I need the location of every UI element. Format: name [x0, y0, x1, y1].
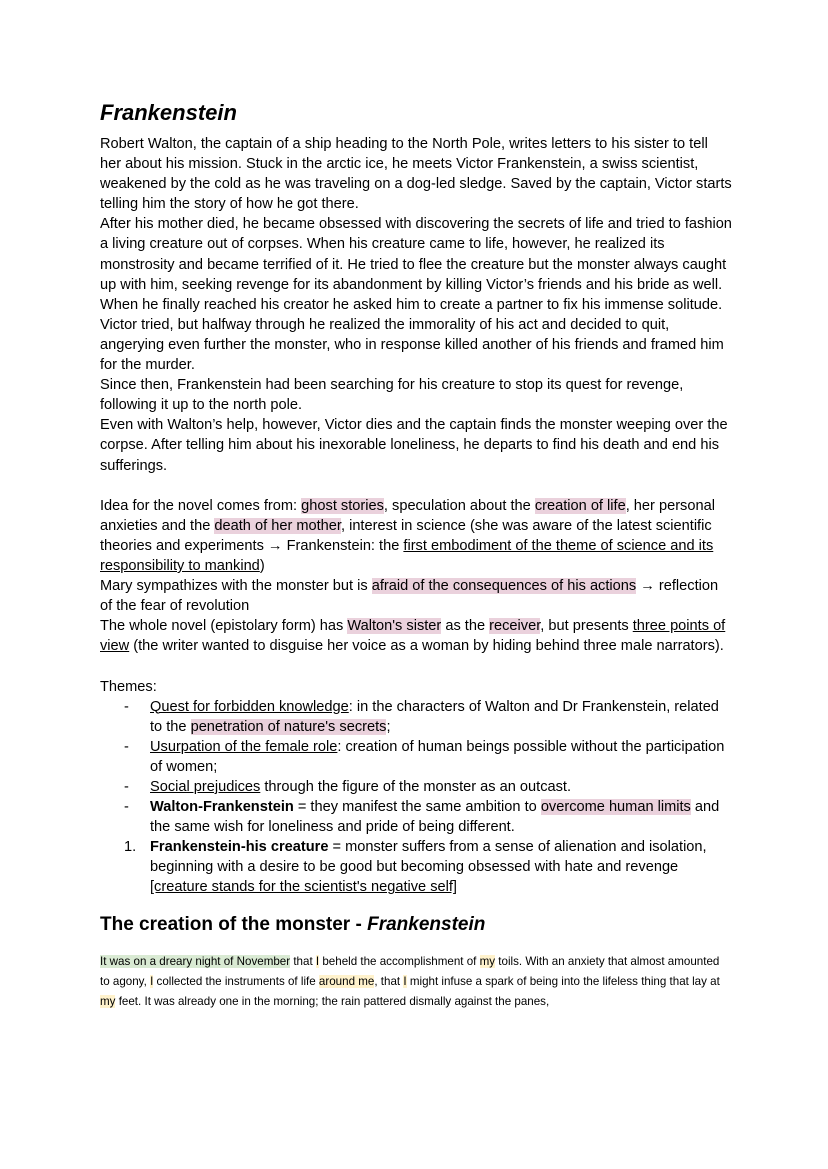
- highlighted-text: It was on a dreary night of November: [100, 954, 291, 968]
- paragraph: [100, 134, 732, 214]
- text-segment: = monster suffers from a sense of alienation and isolation, beginning with a desire to be good but becoming obsessed with hate and revenge: [150, 839, 707, 876]
- list-marker: -: [124, 698, 129, 715]
- text-segment: Mary sympathizes with the monster but is: [100, 578, 372, 595]
- text-segment: as the: [441, 618, 490, 635]
- underlined-text: [creature stands for the scientist's negative self]: [150, 879, 457, 896]
- text-segment: , that: [374, 974, 404, 988]
- text-segment: might infuse a spark of being into the lifeless thing that lay at: [406, 974, 720, 988]
- themes-list: [100, 697, 732, 898]
- text-segment: The whole novel (epistolary form) has: [100, 618, 348, 635]
- highlighted-text: I: [315, 954, 320, 968]
- themes-label: Themes:: [100, 678, 157, 695]
- text-segment: (the writer wanted to disguise her voice as a woman by hiding behind three male narrators).: [129, 638, 724, 655]
- highlighted-text: my: [479, 954, 496, 968]
- underlined-text: first embodiment of the theme of science and its responsibility to mankind: [100, 537, 714, 574]
- theme-item: [100, 837, 732, 897]
- list-marker: -: [124, 779, 129, 795]
- text-segment: : creation of human beings possible without the participation of women;: [150, 738, 725, 775]
- plot-summary: [100, 134, 732, 476]
- highlighted-text: overcome human limits: [540, 799, 691, 816]
- paragraph: [100, 375, 732, 415]
- highlighted-text: receiver: [489, 618, 541, 635]
- text-segment: and the same wish for loneliness and pride of being different.: [150, 799, 720, 836]
- highlighted-text: my: [100, 994, 116, 1008]
- bold-text: Frankenstein-his creature: [150, 839, 329, 856]
- highlighted-text: death of her mother: [214, 517, 341, 534]
- paragraph: [100, 496, 732, 576]
- text-segment: Idea for the novel comes from:: [100, 497, 302, 514]
- text-segment: that: [290, 954, 316, 968]
- text-segment: ;: [386, 718, 391, 735]
- theme-item: [100, 697, 732, 737]
- text-segment: : in the characters of Walton and Dr Frankenstein, related to the: [150, 698, 719, 735]
- text-segment: , interest in science (she was aware of the latest scientific theories and experiments → Frankenstein: the: [100, 517, 712, 554]
- document-title: Frankenstein: [100, 100, 237, 125]
- paragraph: [100, 576, 732, 616]
- section-heading-italic: Frankenstein: [367, 913, 486, 935]
- highlighted-text: around me: [318, 974, 375, 988]
- paragraph: [100, 616, 732, 656]
- text-segment: toils. With an anxiety that almost amounted to agony,: [100, 954, 720, 988]
- text-segment: , speculation about the: [383, 497, 535, 514]
- section-heading: [100, 912, 732, 938]
- text-segment: , but presents: [540, 618, 633, 635]
- bold-text: Walton-Frankenstein: [150, 799, 294, 816]
- text-segment: ): [259, 557, 265, 574]
- text-segment: Since then, Frankenstein had been searching for his creature to stop its quest for revenge, following it up to the north pole.: [100, 377, 684, 414]
- text-segment: beheld the accomplishment of: [319, 954, 480, 968]
- paragraph: [100, 952, 732, 1012]
- text-segment: → reflection of the fear of revolution: [100, 578, 719, 615]
- novel-origins: [100, 496, 732, 657]
- highlighted-text: Walton's sister: [347, 618, 442, 635]
- theme-item: [100, 737, 732, 777]
- highlighted-text: I: [150, 974, 154, 988]
- list-marker: -: [124, 738, 129, 755]
- theme-item: [100, 777, 732, 797]
- underlined-text: Social prejudices: [150, 779, 261, 795]
- highlighted-text: ghost stories: [301, 497, 384, 514]
- underlined-text: three points of view: [100, 618, 726, 655]
- novel-excerpt: [100, 952, 732, 1012]
- underlined-text: Usurpation of the female role: [150, 738, 338, 755]
- text-segment: Even with Walton’s help, however, Victor dies and the captain finds the monster weeping over the corpse. After telling him about his inexorable loneliness, he departs to find his death and end his sufferings.: [100, 417, 728, 474]
- paragraph: [100, 415, 732, 475]
- list-marker: -: [124, 799, 129, 816]
- text-segment: After his mother died, he became obsessed with discovering the secrets of life and tried to fashion a living creature out of corpses. When his creature came to life, however, he realized its monstrosity and became terrified of it. He tried to flee the creature but the monster always caught up with him, seeking revenge for its abandonment by killing Victor’s friends and his bride as well. When he finally reached his creator he asked him to create a partner to fix his immense solitude. Victor tried, but halfway through he realized the immorality of his act and decided to quit, angerying even further the monster, who in response killed another of his friends and framed him for the murder.: [100, 216, 732, 374]
- underlined-text: Quest for forbidden knowledge: [150, 698, 349, 715]
- text-segment: , her personal anxieties and the: [100, 497, 715, 534]
- text-segment: through the figure of the monster as an outcast.: [260, 779, 572, 795]
- text-segment: = they manifest the same ambition to: [293, 799, 541, 816]
- highlighted-text: I: [403, 974, 407, 988]
- text-segment: Robert Walton, the captain of a ship heading to the North Pole, writes letters to his sister to tell her about his mission. Stuck in the arctic ice, he meets Victor Frankenstein, a swiss scientist, weakened by the cold as he was traveling on a dog-led sledge. Saved by the captain, Victor starts telling him the story of how he got there.: [100, 136, 732, 213]
- highlighted-text: afraid of the consequences of his actions: [371, 578, 637, 595]
- document-page: [100, 98, 732, 1012]
- highlighted-text: creation of life: [534, 497, 626, 514]
- section-heading-text: The creation of the monster -: [100, 913, 368, 935]
- list-marker: 1.: [124, 839, 137, 856]
- theme-item: [100, 797, 732, 837]
- highlighted-text: penetration of nature's secrets: [190, 718, 387, 735]
- paragraph: [100, 214, 732, 375]
- text-segment: feet. It was already one in the morning; the rain pattered dismally against the panes,: [115, 994, 550, 1008]
- text-segment: collected the instruments of life: [153, 974, 319, 988]
